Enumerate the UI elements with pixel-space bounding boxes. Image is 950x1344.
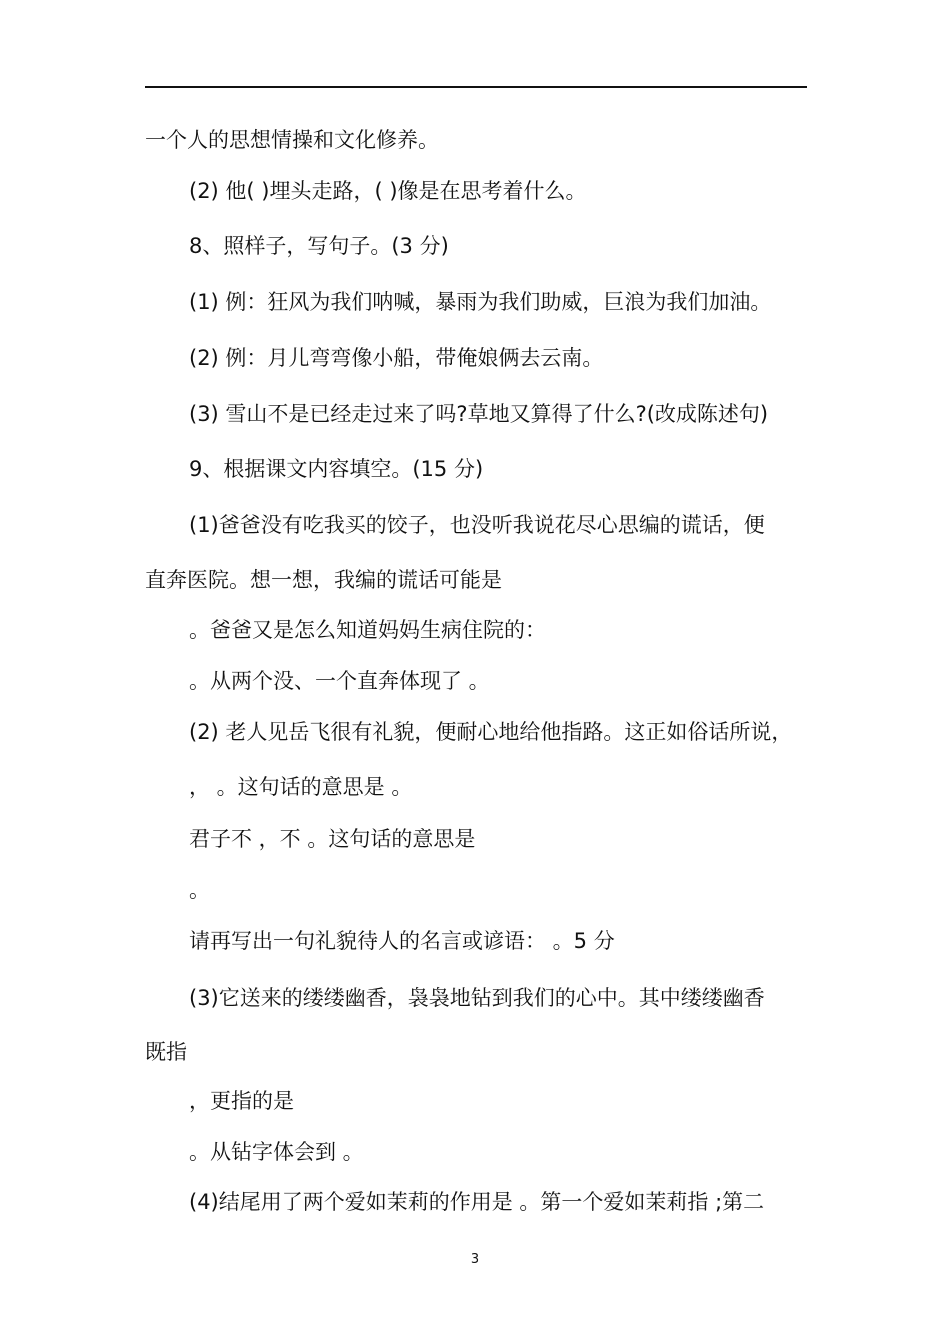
text-line: (2) 他( )埋头走路，( )像是在思考着什么。	[189, 179, 587, 203]
question-heading: 9、根据课文内容填空。(15 分)	[189, 457, 484, 481]
text-line: (2) 老人见岳飞很有礼貌，便耐心地给他指路。这正如俗话所说，	[189, 720, 793, 744]
text-line: 请再写出一句礼貌待人的名言或谚语： 。5 分	[189, 929, 615, 953]
text-line: 君子不 ，不 。这句话的意思是	[189, 827, 476, 851]
text-line: 。从两个没、一个直奔体现了 。	[189, 669, 490, 693]
text-line: (1)爸爸没有吃我买的饺子，也没听我说花尽心思编的谎话，便	[189, 513, 765, 537]
text-line: (3) 雪山不是已经走过来了吗?草地又算得了什么?(改成陈述句)	[189, 402, 769, 426]
text-line: (1) 例：狂风为我们呐喊，暴雨为我们助威，巨浪为我们加油。	[189, 290, 772, 314]
text-line: 。从钻字体会到 。	[189, 1140, 364, 1164]
text-line: (4)结尾用了两个爱如茉莉的作用是 。第一个爱如茉莉指 ;第二	[189, 1190, 765, 1214]
header-rule	[145, 86, 807, 88]
text-line: ， 。这句话的意思是 。	[189, 775, 413, 799]
text-line: 。	[189, 878, 210, 902]
page-number: 3	[470, 1252, 480, 1267]
text-line: 既指	[145, 1040, 187, 1064]
text-line: 。爸爸又是怎么知道妈妈生病住院的：	[189, 618, 546, 642]
text-line: (2) 例：月儿弯弯像小船，带俺娘俩去云南。	[189, 346, 604, 370]
question-heading: 8、照样子，写句子。(3 分)	[189, 234, 449, 258]
text-line: ，更指的是	[189, 1089, 294, 1113]
text-line: 直奔医院。想一想，我编的谎话可能是	[145, 568, 502, 592]
text-line: (3)它送来的缕缕幽香，袅袅地钻到我们的心中。其中缕缕幽香	[189, 986, 765, 1010]
text-line: 一个人的思想情操和文化修养。	[145, 128, 439, 152]
